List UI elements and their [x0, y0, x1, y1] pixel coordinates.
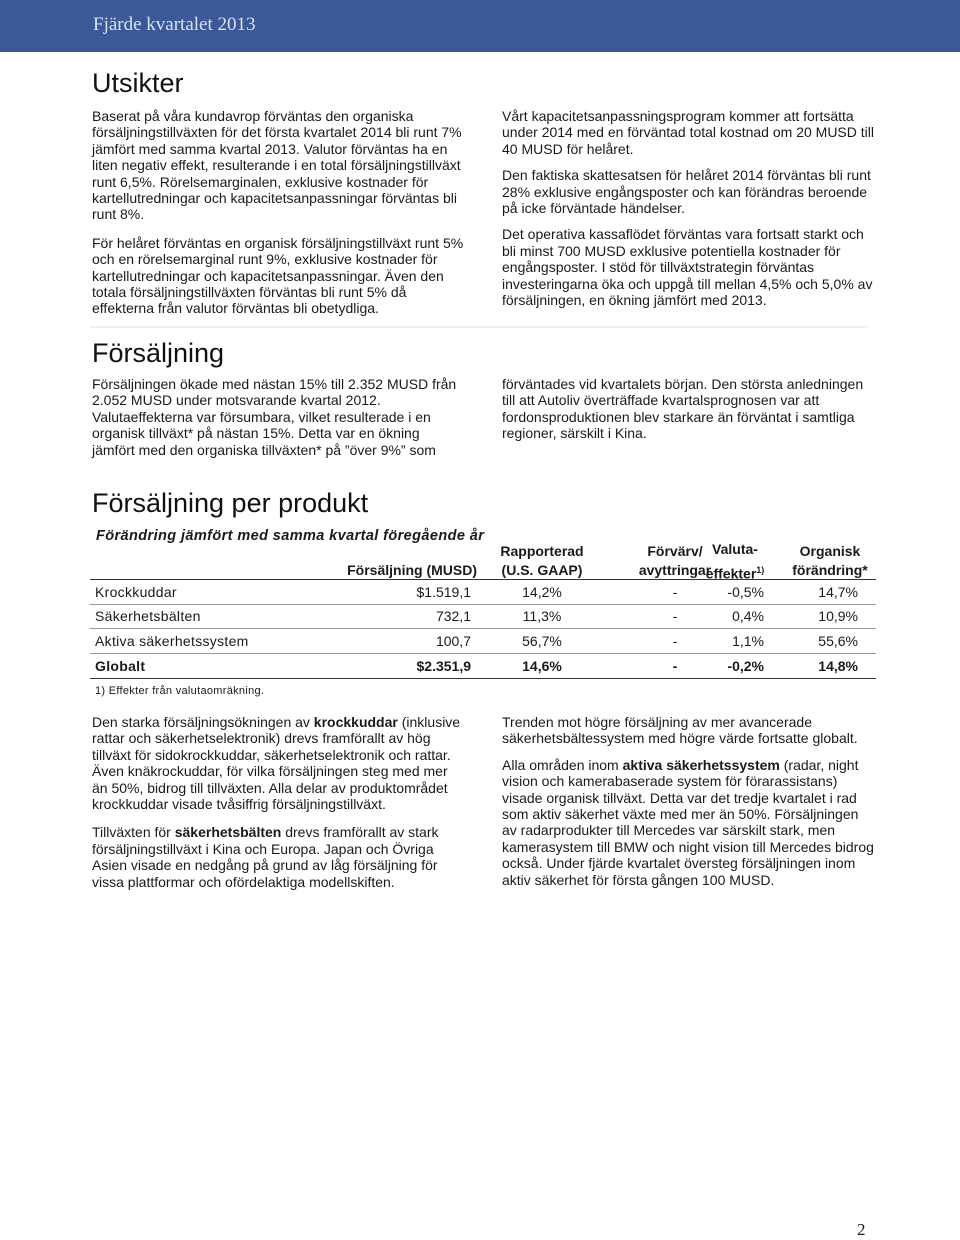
row-organic: 14,7% — [818, 584, 858, 600]
col-header-organic-line2: förändring* — [792, 562, 868, 578]
col-header-acquisitions-line2: avyttringar — [638, 562, 712, 578]
table-subtitle: Förändring jämfört med samma kvartal föregående år — [96, 528, 485, 544]
emphasis-airbags: krockkuddar — [313, 714, 398, 730]
outlook-right-paragraph-3: Det operativa kassaflödet förväntas vara fortsatt starkt och bli minst 700 MUSD exklusive potentiella kostnader för engångsposter. I stöd för tillväxtstrategin förväntas investeringarna öka och uppgå till mellan 4,5% och 5,0% av försäljningen, en ökning jämfört med 2013. — [502, 226, 873, 309]
emphasis-active-safety: aktiva säkerhetssystem — [622, 756, 780, 773]
product-right-column — [502, 714, 876, 888]
outlook-right-paragraph-2: Den faktiska skattesatsen för helåret 2014 förväntas bli runt 28% exklusive engångsposter och kan förändras beroende på icke förväntade händelser. — [502, 167, 871, 217]
header-title: Fjärde kvartalet 2013 — [93, 14, 256, 35]
col-header-fx-line1: Valuta- — [712, 541, 758, 557]
row-fx: -0,2% — [727, 658, 764, 674]
row-organic: 10,9% — [818, 608, 858, 624]
row-organic: 14,8% — [818, 658, 858, 674]
outlook-right-column — [502, 108, 874, 308]
col-header-fx-footnote-ref: 1) — [756, 565, 765, 575]
text-run: Tillväxten för — [92, 824, 175, 841]
col-header-reported-line2: (U.S. GAAP) — [501, 562, 583, 578]
sales-right-paragraph: förväntades vid kvartalets början. Den största anledningen till att Autoliv överträffade kvartalsprognosen var att fordonsproduktionen blev starkare än förväntat i samtliga regioner, särskilt i Kina. — [502, 376, 864, 442]
emphasis-seatbelts: säkerhetsbälten — [174, 824, 282, 841]
outlook-left-paragraph-2: För helåret förväntas en organisk försäljningstillväxt runt 5% och en rörelsemarginal runt 9%, exklusive kostnader för kartellutredningar och kapacitetsanpassningar. Även den totala försäljningstillväxten förväntas bli runt 5% då effekterna från valutor förväntas bli obetydliga. — [92, 234, 464, 317]
sales-heading: Försäljning — [92, 338, 225, 368]
sales-right-column — [502, 376, 874, 442]
row-acquisitions: - — [672, 633, 678, 649]
page-number: 2 — [857, 1220, 866, 1239]
outlook-left-paragraph-1: Baserat på våra kundavrop förväntas den organiska försäljningstillväxten för det första kvartalet 2014 bli runt 7% jämfört med samma kvartal 2013. Valutor förväntas ha en liten negativ effekt, resulterande i en total försäljningstillväxt runt 6,5%. Rörelsemarginalen, exklusive kostnader för kartellutredningar och kapacitetsanpassningar förväntas bli runt 8%. — [92, 108, 462, 223]
table-row — [90, 579, 876, 605]
row-acquisitions: - — [672, 584, 678, 600]
col-header-organic-line1: Organisk — [799, 543, 861, 559]
row-sales: 732,1 — [435, 608, 471, 624]
header-bar — [0, 0, 960, 52]
section-divider — [90, 326, 868, 328]
text-run: Den starka försäljningsökningen av — [92, 714, 314, 730]
product-right-paragraph-1: Trenden mot högre försäljning av mer avancerade säkerhetsbältessystem med högre värde fortsatte globalt. — [502, 714, 858, 747]
row-acquisitions: - — [672, 658, 678, 674]
text-run: drevs framförallt av stark försäljningstillväxt i Kina och Europa. Japan och Övriga Asien visade en nedgång på grund av låg försäljning för vissa plattformar och ofördelaktiga modellskiften. — [92, 824, 439, 890]
col-header-fx-label: effekter — [705, 565, 757, 582]
row-acquisitions: - — [672, 608, 678, 624]
table-row — [90, 604, 876, 629]
row-name: Globalt — [95, 658, 146, 674]
row-reported: 11,3% — [522, 608, 562, 624]
row-sales: 100,7 — [435, 633, 471, 649]
row-sales: $2.351,9 — [416, 658, 471, 674]
outlook-right-paragraph-1: Vårt kapacitetsanpassningsprogram kommer att fortsätta under 2014 med en förväntad total kostnad om 20 MUSD till 40 MUSD för helåret. — [502, 108, 874, 157]
product-left-column — [92, 714, 464, 890]
sales-left-paragraph: Försäljningen ökade med nästan 15% till 2.352 MUSD från 2.052 MUSD under motsvarande kvartal 2012. Valutaeffekterna var försumbara, vilket resulterade i en organisk tillväxt* på nästan 15%. Detta var en ökning jämfört med den organiska tillväxten* på ”över 9%” som — [92, 376, 457, 458]
col-header-reported-line1: Rapporterad — [500, 543, 584, 559]
product-right-paragraph-2 — [502, 757, 876, 888]
col-header-fx — [690, 540, 780, 584]
sales-left-column — [92, 376, 464, 458]
row-reported: 14,6% — [522, 658, 562, 674]
product-left-paragraph-1 — [92, 714, 464, 812]
text-run: (inklusive rattar och säkerhetselektronik) drevs framförallt av hög tillväxt för sidokrockkuddar, säkerhetselektronik och rattar. Även knäkrockuddar, för vilka försäljningen steg med mer än 50%, bidrog till tillväxten. Alla delar av produktområdet krockkuddar visade tvåsiffrig försäljningstillväxt. — [92, 714, 461, 813]
row-fx: 0,4% — [732, 608, 764, 624]
product-heading: Försäljning per produkt — [92, 488, 369, 518]
row-organic: 55,6% — [818, 633, 858, 649]
row-name: Aktiva säkerhetssystem — [95, 633, 249, 649]
row-name: Krockkuddar — [95, 584, 177, 600]
col-header-reported — [487, 542, 597, 580]
outlook-heading: Utsikter — [92, 68, 184, 98]
col-header-organic — [780, 542, 880, 580]
table-row-total — [90, 654, 876, 679]
col-header-acquisitions-line1: Förvärv/ — [647, 543, 703, 559]
row-name: Säkerhetsbälten — [95, 608, 201, 624]
row-reported: 56,7% — [522, 633, 562, 649]
row-fx: -0,5% — [727, 584, 764, 600]
text-run: Alla områden inom — [502, 756, 623, 773]
table-row — [90, 629, 876, 654]
row-reported: 14,2% — [522, 584, 562, 600]
text-run: (radar, night vision och kamerabaserade system för förarassistans) visade organisk tillväxt. Detta var det tredje kvartalet i rad som aktiv säkerhet växte med mer än 50%. Försäljningen av radarprodukter till Mercedes var särskilt stark, men kamerasystem till BMW och night vision till Mercedes bidrog också. Under fjärde kvartalet översteg försäljningen inom aktiv säkerhet för första gången 100 MUSD. — [502, 756, 874, 888]
row-sales: $1.519,1 — [416, 584, 471, 600]
outlook-left-column — [92, 108, 464, 317]
row-fx: 1,1% — [732, 633, 764, 649]
product-left-paragraph-2 — [92, 824, 464, 890]
col-header-sales: Försäljning (MUSD) — [347, 562, 477, 578]
table-footnote: 1) Effekter från valutaomräkning. — [95, 685, 265, 697]
